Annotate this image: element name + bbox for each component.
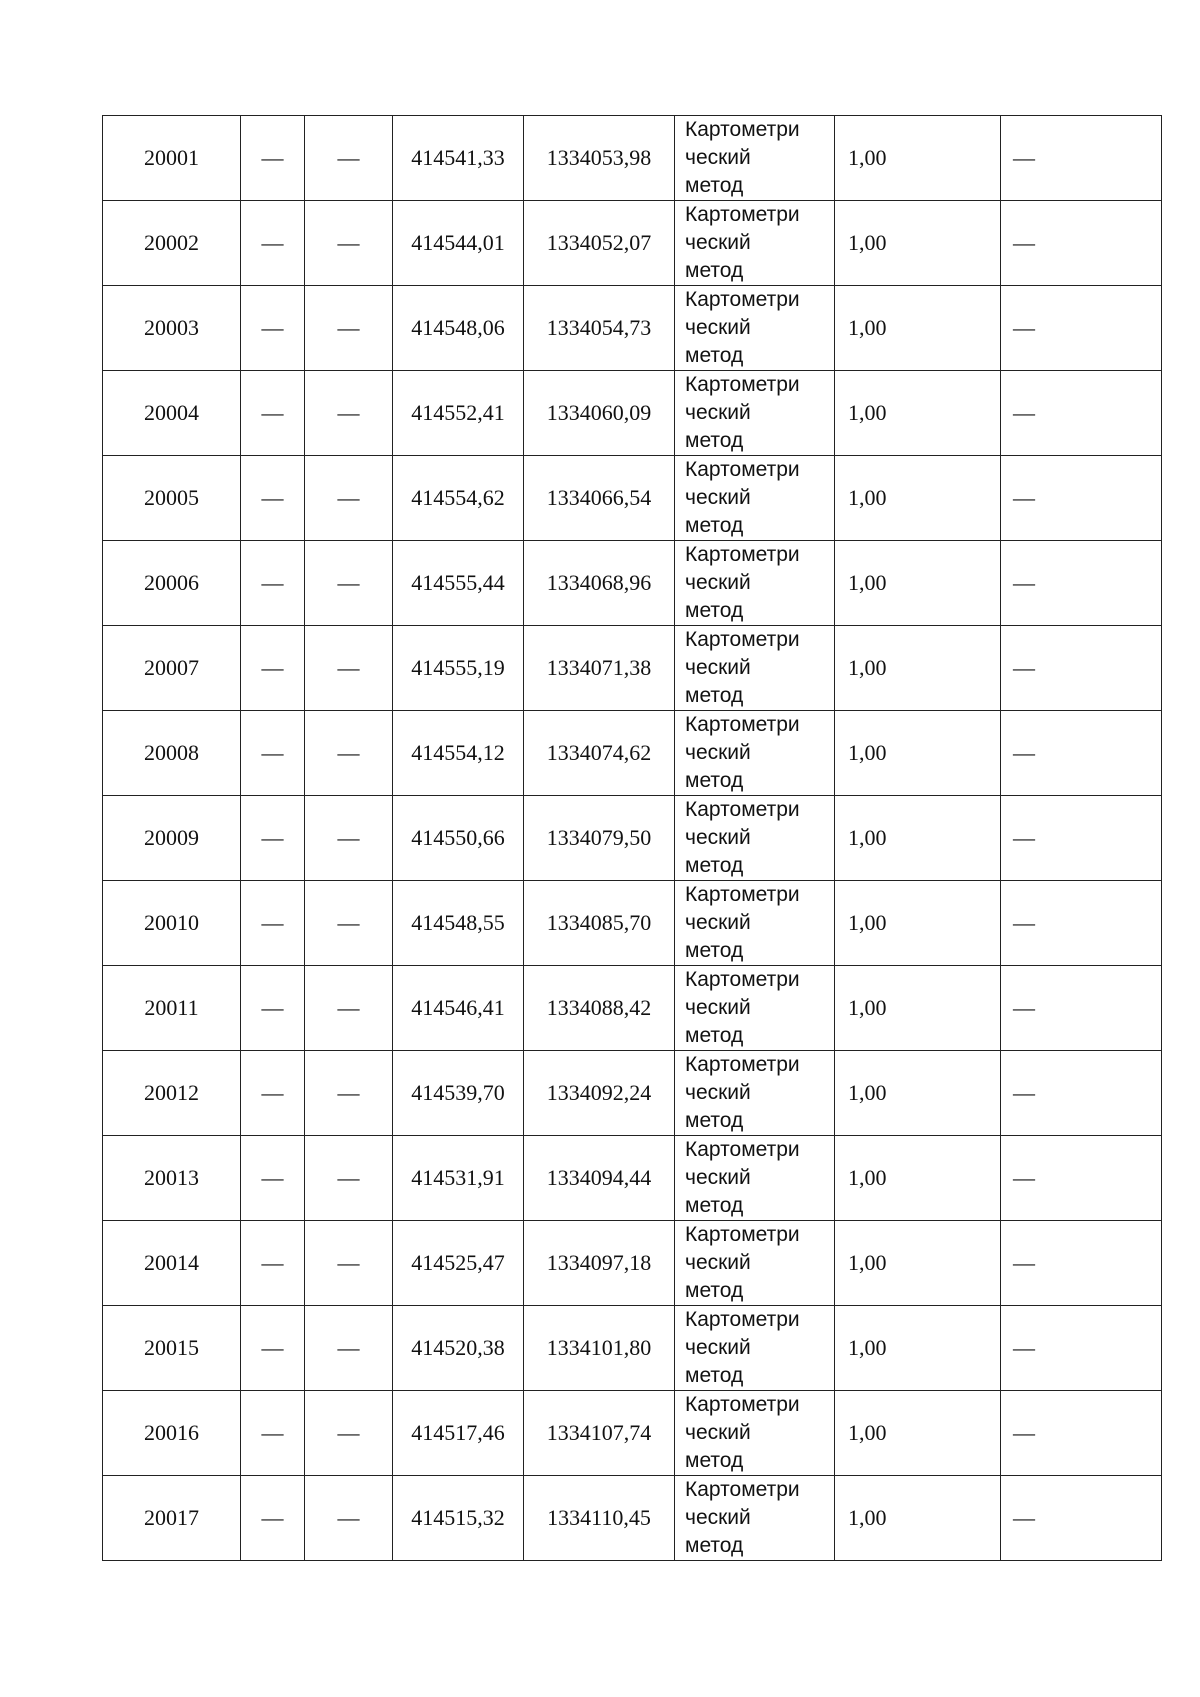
method-line: ческий	[685, 1421, 751, 1444]
x-coordinate-cell: 414531,91	[393, 1136, 524, 1221]
table-row	[103, 286, 1162, 371]
y-coordinate-cell: 1334101,80	[524, 1306, 675, 1391]
point-number-cell: 20014	[103, 1221, 241, 1306]
x-coordinate-cell: 414552,41	[393, 371, 524, 456]
method-cell	[675, 1476, 835, 1561]
y-coordinate-cell: 1334085,70	[524, 881, 675, 966]
note-cell: —	[1001, 626, 1162, 711]
method-line: Картометри	[685, 1223, 800, 1246]
empty-dash-cell: —	[305, 201, 393, 286]
point-number-cell: 20001	[103, 116, 241, 201]
method-line: метод	[685, 514, 744, 537]
point-number-cell: 20008	[103, 711, 241, 796]
table-row	[103, 1391, 1162, 1476]
note-cell: —	[1001, 1476, 1162, 1561]
empty-dash-cell: —	[241, 541, 305, 626]
x-coordinate-cell: 414554,62	[393, 456, 524, 541]
method-line: ческий	[685, 1336, 751, 1359]
method-line: Картометри	[685, 1138, 800, 1161]
note-cell: —	[1001, 796, 1162, 881]
point-number-cell: 20003	[103, 286, 241, 371]
method-line: метод	[685, 1449, 744, 1472]
y-coordinate-cell: 1334060,09	[524, 371, 675, 456]
empty-dash-cell: —	[241, 286, 305, 371]
empty-dash-cell: —	[241, 201, 305, 286]
accuracy-cell: 1,00	[835, 1136, 1001, 1221]
method-line: Картометри	[685, 798, 800, 821]
method-cell	[675, 1221, 835, 1306]
note-cell: —	[1001, 371, 1162, 456]
note-cell: —	[1001, 711, 1162, 796]
empty-dash-cell: —	[241, 881, 305, 966]
empty-dash-cell: —	[241, 456, 305, 541]
empty-dash-cell: —	[241, 966, 305, 1051]
y-coordinate-cell: 1334088,42	[524, 966, 675, 1051]
y-coordinate-cell: 1334053,98	[524, 116, 675, 201]
method-line: метод	[685, 429, 744, 452]
method-line: метод	[685, 259, 744, 282]
method-line: Картометри	[685, 883, 800, 906]
method-line: ческий	[685, 401, 751, 424]
accuracy-cell: 1,00	[835, 456, 1001, 541]
method-line: ческий	[685, 1506, 751, 1529]
empty-dash-cell: —	[305, 881, 393, 966]
x-coordinate-cell: 414520,38	[393, 1306, 524, 1391]
y-coordinate-cell: 1334071,38	[524, 626, 675, 711]
method-line: Картометри	[685, 1478, 800, 1501]
table-row	[103, 1476, 1162, 1561]
method-line: Картометри	[685, 458, 800, 481]
x-coordinate-cell: 414555,19	[393, 626, 524, 711]
note-cell: —	[1001, 1221, 1162, 1306]
accuracy-cell: 1,00	[835, 371, 1001, 456]
note-cell: —	[1001, 286, 1162, 371]
point-number-cell: 20013	[103, 1136, 241, 1221]
note-cell: —	[1001, 1051, 1162, 1136]
method-line: ческий	[685, 1251, 751, 1274]
method-line: метод	[685, 599, 744, 622]
method-line: Картометри	[685, 1053, 800, 1076]
method-cell	[675, 1306, 835, 1391]
empty-dash-cell: —	[241, 796, 305, 881]
method-line: ческий	[685, 911, 751, 934]
x-coordinate-cell: 414555,44	[393, 541, 524, 626]
method-line: ческий	[685, 826, 751, 849]
method-line: метод	[685, 1534, 744, 1557]
point-number-cell: 20017	[103, 1476, 241, 1561]
empty-dash-cell: —	[241, 371, 305, 456]
empty-dash-cell: —	[241, 1221, 305, 1306]
accuracy-cell: 1,00	[835, 541, 1001, 626]
y-coordinate-cell: 1334092,24	[524, 1051, 675, 1136]
method-line: Картометри	[685, 713, 800, 736]
table-row	[103, 1306, 1162, 1391]
y-coordinate-cell: 1334107,74	[524, 1391, 675, 1476]
method-line: метод	[685, 939, 744, 962]
x-coordinate-cell: 414539,70	[393, 1051, 524, 1136]
accuracy-cell: 1,00	[835, 1221, 1001, 1306]
method-line: ческий	[685, 1081, 751, 1104]
method-cell	[675, 626, 835, 711]
method-line: ческий	[685, 231, 751, 254]
empty-dash-cell: —	[241, 711, 305, 796]
method-cell	[675, 1136, 835, 1221]
point-number-cell: 20015	[103, 1306, 241, 1391]
accuracy-cell: 1,00	[835, 711, 1001, 796]
method-line: метод	[685, 1109, 744, 1132]
table-row	[103, 1051, 1162, 1136]
note-cell: —	[1001, 1391, 1162, 1476]
note-cell: —	[1001, 1306, 1162, 1391]
empty-dash-cell: —	[241, 1391, 305, 1476]
table-row	[103, 966, 1162, 1051]
table-row	[103, 116, 1162, 201]
method-line: Картометри	[685, 288, 800, 311]
method-line: Картометри	[685, 373, 800, 396]
note-cell: —	[1001, 881, 1162, 966]
method-line: метод	[685, 769, 744, 792]
x-coordinate-cell: 414544,01	[393, 201, 524, 286]
method-line: метод	[685, 1194, 744, 1217]
empty-dash-cell: —	[241, 1136, 305, 1221]
empty-dash-cell: —	[241, 626, 305, 711]
method-line: ческий	[685, 486, 751, 509]
accuracy-cell: 1,00	[835, 116, 1001, 201]
method-cell	[675, 201, 835, 286]
accuracy-cell: 1,00	[835, 1051, 1001, 1136]
method-line: Картометри	[685, 1308, 800, 1331]
accuracy-cell: 1,00	[835, 1306, 1001, 1391]
note-cell: —	[1001, 966, 1162, 1051]
method-line: ческий	[685, 316, 751, 339]
y-coordinate-cell: 1334074,62	[524, 711, 675, 796]
method-line: метод	[685, 1024, 744, 1047]
empty-dash-cell: —	[305, 541, 393, 626]
method-line: метод	[685, 854, 744, 877]
note-cell: —	[1001, 456, 1162, 541]
accuracy-cell: 1,00	[835, 966, 1001, 1051]
table-row	[103, 881, 1162, 966]
empty-dash-cell: —	[305, 286, 393, 371]
table-row	[103, 626, 1162, 711]
point-number-cell: 20016	[103, 1391, 241, 1476]
x-coordinate-cell: 414515,32	[393, 1476, 524, 1561]
method-cell	[675, 456, 835, 541]
empty-dash-cell: —	[241, 1306, 305, 1391]
method-line: ческий	[685, 741, 751, 764]
point-number-cell: 20010	[103, 881, 241, 966]
note-cell: —	[1001, 541, 1162, 626]
method-line: ческий	[685, 146, 751, 169]
accuracy-cell: 1,00	[835, 626, 1001, 711]
method-line: Картометри	[685, 628, 800, 651]
y-coordinate-cell: 1334066,54	[524, 456, 675, 541]
point-number-cell: 20012	[103, 1051, 241, 1136]
method-line: ческий	[685, 571, 751, 594]
accuracy-cell: 1,00	[835, 201, 1001, 286]
y-coordinate-cell: 1334054,73	[524, 286, 675, 371]
x-coordinate-cell: 414517,46	[393, 1391, 524, 1476]
method-line: ческий	[685, 656, 751, 679]
method-line: метод	[685, 174, 744, 197]
method-line: Картометри	[685, 1393, 800, 1416]
table-row	[103, 1136, 1162, 1221]
method-line: Картометри	[685, 203, 800, 226]
note-cell: —	[1001, 1136, 1162, 1221]
y-coordinate-cell: 1334097,18	[524, 1221, 675, 1306]
x-coordinate-cell: 414541,33	[393, 116, 524, 201]
method-cell	[675, 1051, 835, 1136]
accuracy-cell: 1,00	[835, 796, 1001, 881]
table-row	[103, 541, 1162, 626]
method-cell	[675, 286, 835, 371]
x-coordinate-cell: 414548,06	[393, 286, 524, 371]
empty-dash-cell: —	[241, 1476, 305, 1561]
method-cell	[675, 711, 835, 796]
empty-dash-cell: —	[241, 116, 305, 201]
empty-dash-cell: —	[305, 1051, 393, 1136]
empty-dash-cell: —	[305, 1391, 393, 1476]
accuracy-cell: 1,00	[835, 1391, 1001, 1476]
method-line: Картометри	[685, 543, 800, 566]
method-line: метод	[685, 1364, 744, 1387]
table-body	[103, 116, 1162, 1561]
y-coordinate-cell: 1334094,44	[524, 1136, 675, 1221]
point-number-cell: 20009	[103, 796, 241, 881]
empty-dash-cell: —	[305, 116, 393, 201]
note-cell: —	[1001, 201, 1162, 286]
method-cell	[675, 966, 835, 1051]
coordinates-table	[102, 115, 1162, 1561]
point-number-cell: 20006	[103, 541, 241, 626]
y-coordinate-cell: 1334110,45	[524, 1476, 675, 1561]
empty-dash-cell: —	[305, 1306, 393, 1391]
point-number-cell: 20002	[103, 201, 241, 286]
empty-dash-cell: —	[305, 1136, 393, 1221]
empty-dash-cell: —	[241, 1051, 305, 1136]
y-coordinate-cell: 1334068,96	[524, 541, 675, 626]
point-number-cell: 20011	[103, 966, 241, 1051]
method-cell	[675, 1391, 835, 1476]
empty-dash-cell: —	[305, 371, 393, 456]
empty-dash-cell: —	[305, 1221, 393, 1306]
table-row	[103, 1221, 1162, 1306]
method-line: Картометри	[685, 968, 800, 991]
accuracy-cell: 1,00	[835, 1476, 1001, 1561]
table-row	[103, 796, 1162, 881]
method-cell	[675, 796, 835, 881]
point-number-cell: 20005	[103, 456, 241, 541]
method-cell	[675, 371, 835, 456]
x-coordinate-cell: 414546,41	[393, 966, 524, 1051]
method-cell	[675, 541, 835, 626]
accuracy-cell: 1,00	[835, 286, 1001, 371]
method-cell	[675, 116, 835, 201]
method-line: Картометри	[685, 118, 800, 141]
empty-dash-cell: —	[305, 796, 393, 881]
table-row	[103, 711, 1162, 796]
x-coordinate-cell: 414550,66	[393, 796, 524, 881]
table-row	[103, 371, 1162, 456]
table-row	[103, 456, 1162, 541]
method-line: ческий	[685, 1166, 751, 1189]
x-coordinate-cell: 414525,47	[393, 1221, 524, 1306]
point-number-cell: 20007	[103, 626, 241, 711]
y-coordinate-cell: 1334052,07	[524, 201, 675, 286]
method-line: метод	[685, 684, 744, 707]
note-cell: —	[1001, 116, 1162, 201]
y-coordinate-cell: 1334079,50	[524, 796, 675, 881]
empty-dash-cell: —	[305, 966, 393, 1051]
x-coordinate-cell: 414554,12	[393, 711, 524, 796]
accuracy-cell: 1,00	[835, 881, 1001, 966]
point-number-cell: 20004	[103, 371, 241, 456]
method-line: метод	[685, 1279, 744, 1302]
method-line: ческий	[685, 996, 751, 1019]
x-coordinate-cell: 414548,55	[393, 881, 524, 966]
empty-dash-cell: —	[305, 711, 393, 796]
method-cell	[675, 881, 835, 966]
table-row	[103, 201, 1162, 286]
empty-dash-cell: —	[305, 626, 393, 711]
method-line: метод	[685, 344, 744, 367]
empty-dash-cell: —	[305, 1476, 393, 1561]
empty-dash-cell: —	[305, 456, 393, 541]
